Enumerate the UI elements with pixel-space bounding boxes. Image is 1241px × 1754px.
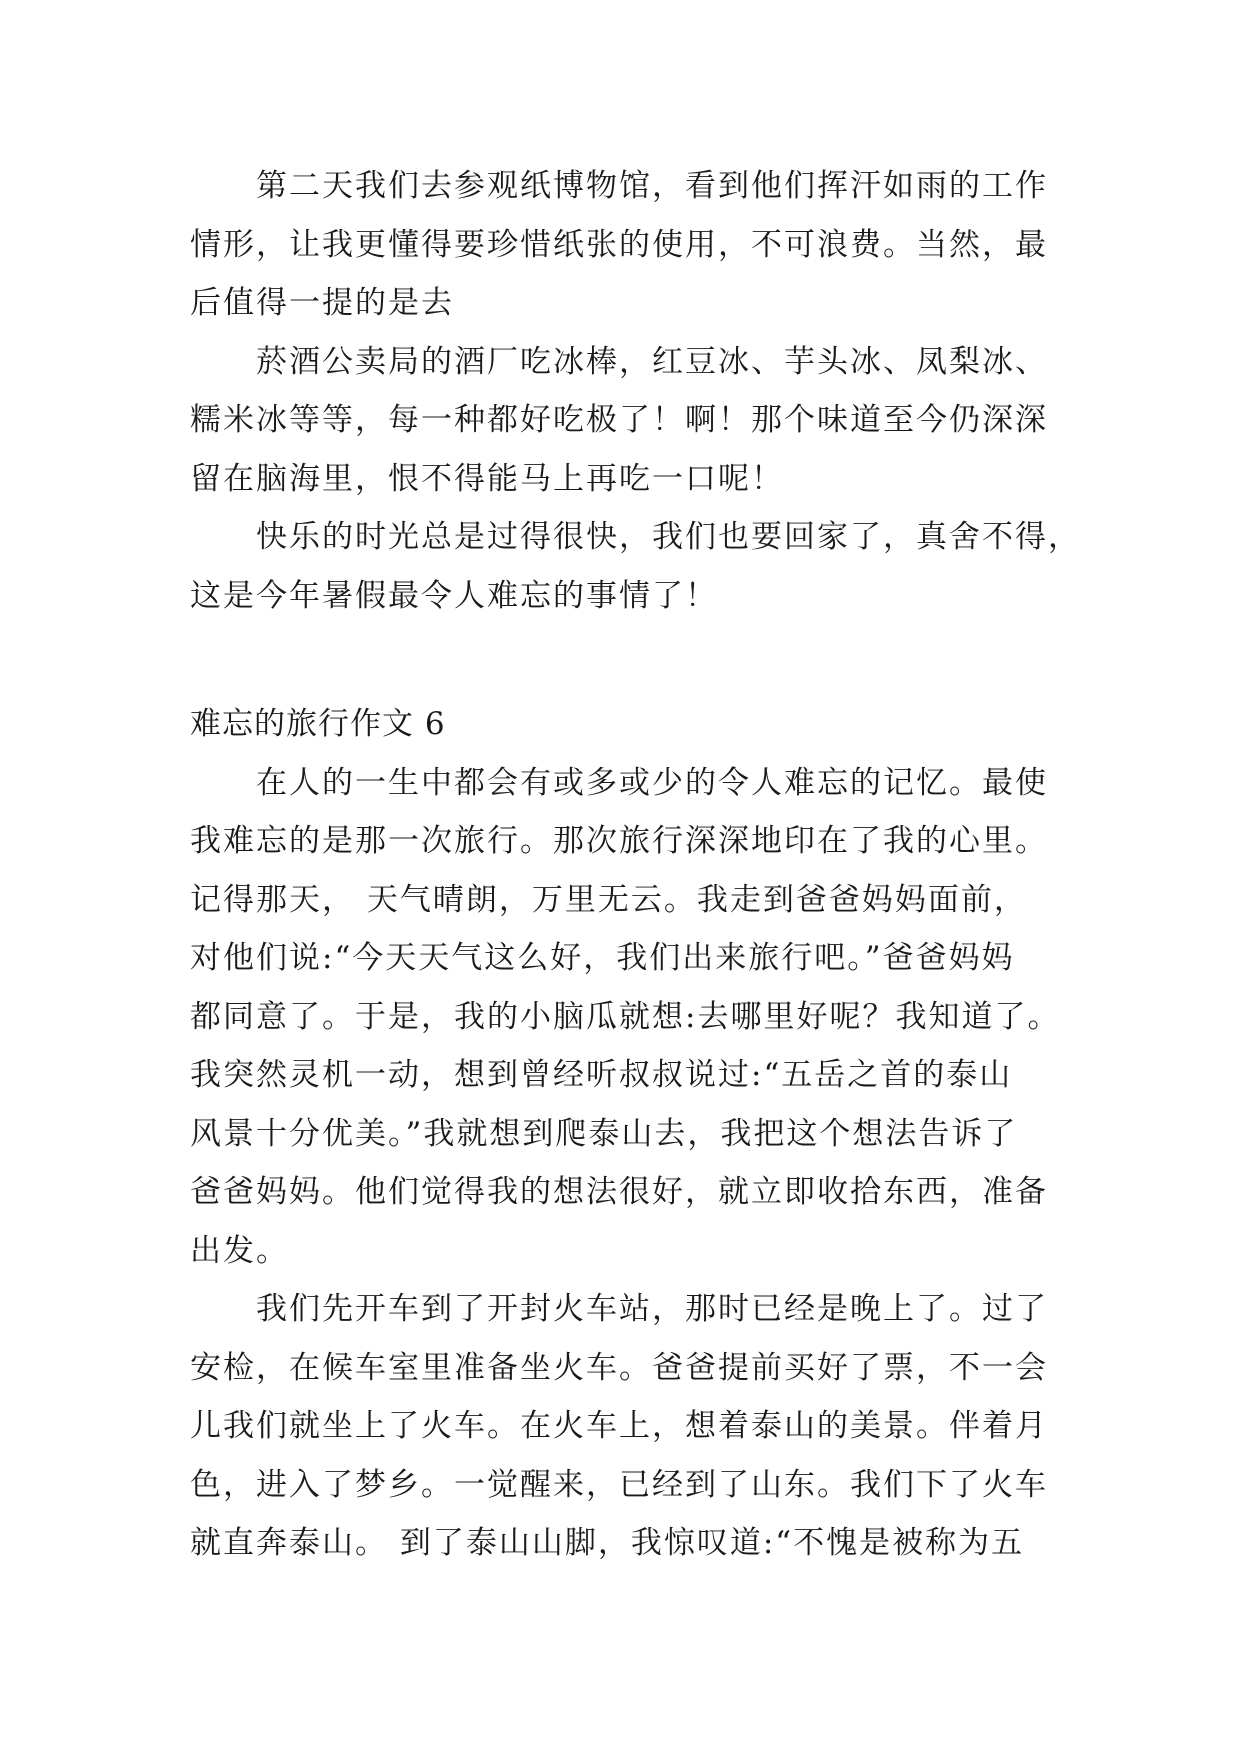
text-line: 我难忘的是那一次旅行。那次旅行深深地印在了我的心里。 <box>190 823 1048 859</box>
text-line: 对他们说:“今天天气这么好，我们出来旅行吧。”爸爸妈妈 <box>190 940 1015 976</box>
text-line: 情形，让我更懂得要珍惜纸张的使用，不可浪费。当然，最 <box>190 226 1048 263</box>
text-line: 儿我们就坐上了火车。在火车上，想着泰山的美景。伴着月 <box>190 1408 1048 1444</box>
text-line: 出发。 <box>190 1232 289 1269</box>
text-line: 风景十分优美。”我就想到爬泰山去，我把这个想法告诉了 <box>190 1115 1018 1152</box>
section-title: 难忘的旅行作文 6 <box>190 706 446 742</box>
text-line: 爸爸妈妈。他们觉得我的想法很好，就立即收拾东西，准备 <box>190 1174 1048 1210</box>
text-line: 记得那天， 天气晴朗，万里无云。我走到爸爸妈妈面前， <box>190 881 1027 918</box>
paragraph-1 <box>190 157 1060 333</box>
text-line: 安检，在候车室里准备坐火车。爸爸提前买好了票，不一会 <box>190 1349 1048 1386</box>
paragraph-4 <box>190 754 1060 1281</box>
text-line: 第二天我们去参观纸博物馆，看到他们挥汗如雨的工作 <box>256 168 1048 204</box>
text-line: 在人的一生中都会有或多或少的令人难忘的记忆。最使 <box>256 764 1048 801</box>
text-line: 我突然灵机一动，想到曾经听叔叔说过:“五岳之首的泰山 <box>190 1057 1013 1093</box>
document-body <box>190 157 1081 1573</box>
text-line: 我们先开车到了开封火车站，那时已经是晚上了。过了 <box>256 1291 1048 1327</box>
text-line: 快乐的时光总是过得很快，我们也要回家了，真舍不得， <box>256 519 1081 555</box>
text-line: 留在脑海里，恨不得能马上再吃一口呢！ <box>190 460 784 497</box>
text-line: 糯米冰等等，每一种都好吃极了！啊！那个味道至今仍深深 <box>190 402 1048 438</box>
text-line: 色，进入了梦乡。一觉醒来，已经到了山东。我们下了火车 <box>190 1466 1048 1503</box>
paragraph-2 <box>190 333 1060 509</box>
text-line: 这是今年暑假最令人难忘的事情了！ <box>190 577 718 614</box>
text-line: 菸酒公卖局的酒厂吃冰棒，红豆冰、芋头冰、凤梨冰、 <box>256 343 1048 380</box>
text-line: 就直奔泰山。 到了泰山山脚，我惊叹道:“不愧是被称为五 <box>190 1525 1025 1561</box>
paragraph-5 <box>190 1280 1060 1573</box>
paragraph-3 <box>190 508 1081 625</box>
text-line: 后值得一提的是去 <box>190 285 454 321</box>
text-line: 都同意了。于是，我的小脑瓜就想:去哪里好呢？我知道了。 <box>190 998 1061 1035</box>
section-gap <box>190 625 1060 695</box>
